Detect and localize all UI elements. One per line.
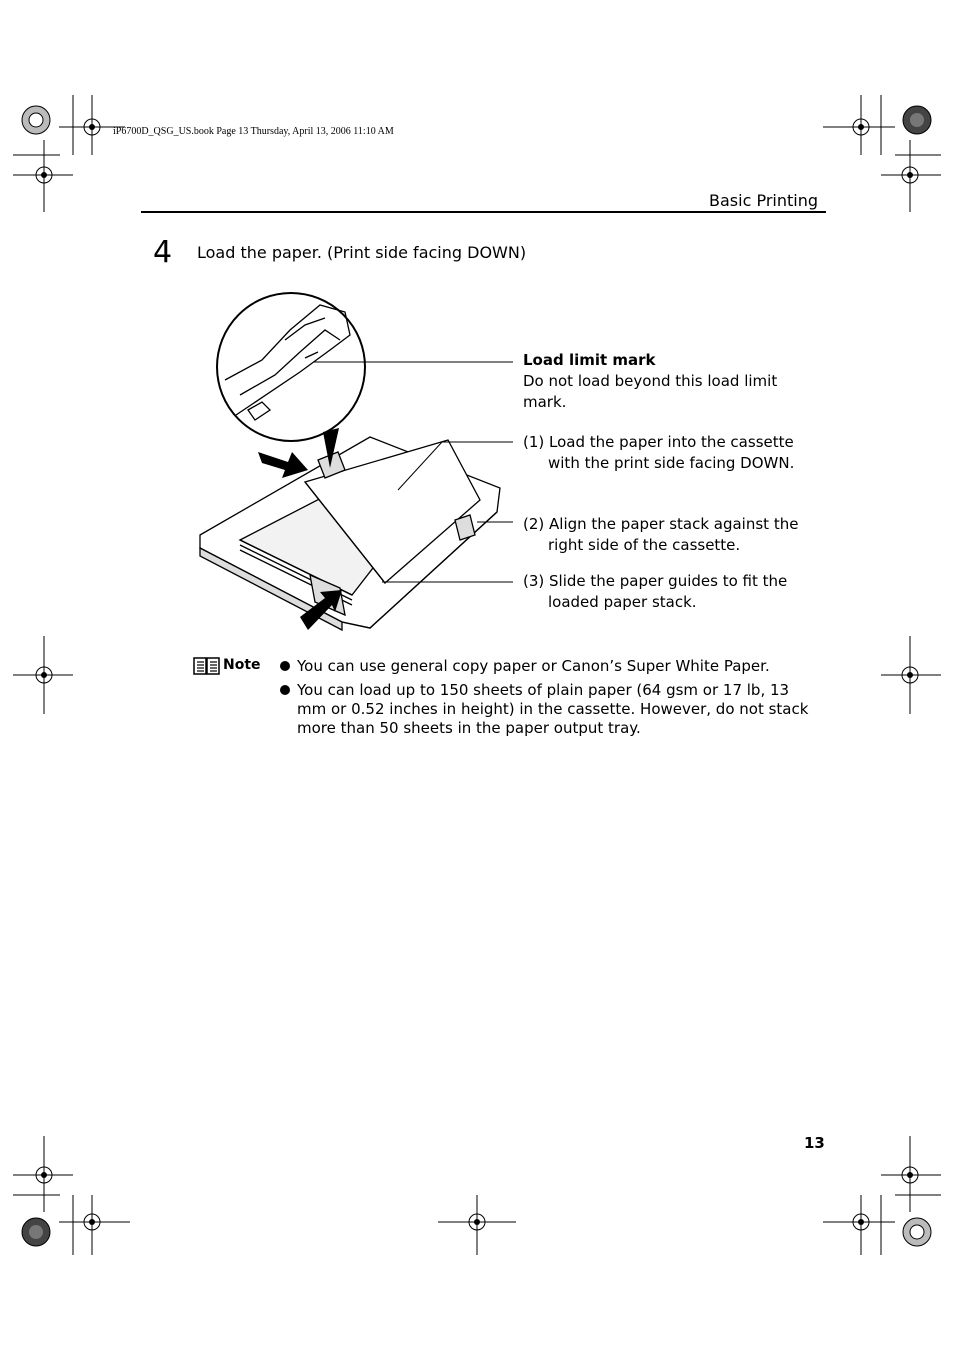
note-bullet-list: [280, 657, 820, 743]
book-info: iP6700D_QSG_US.book Page 13 Thursday, April 13, 2006 11:10 AM: [113, 126, 394, 137]
callout-item-2-text: (2) Align the paper stack against the right side of the cassette.: [523, 515, 799, 554]
load-limit-text: Do not load beyond this load limit mark.: [523, 372, 778, 411]
callout-item-1: [523, 432, 813, 474]
note-bullet: You can use general copy paper or Canon’s Super White Paper.: [280, 657, 820, 676]
load-limit-title: Load limit mark: [523, 351, 656, 369]
callout-item-2: [523, 514, 813, 556]
step-number: 4: [153, 235, 173, 270]
page-number: 13: [804, 1134, 825, 1152]
note-label: Note: [223, 657, 261, 673]
callout-item-3: [523, 571, 813, 613]
note-book-icon: [193, 656, 221, 676]
load-limit-callout: [523, 350, 793, 413]
push-arrow-top: [258, 452, 308, 478]
callout-item-3-text: (3) Slide the paper guides to fit the loaded paper stack.: [523, 572, 788, 611]
zoom-circle: [217, 293, 365, 441]
step-title: Load the paper. (Print side facing DOWN): [197, 243, 527, 262]
section-title: Basic Printing: [709, 191, 818, 210]
note-bullet: You can load up to 150 sheets of plain paper (64 gsm or 17 lb, 13 mm or 0.52 inches in height) in the cassette. However, do not stack more than 50 sheets in the paper output tray.: [280, 681, 820, 738]
callout-item-1-text: (1) Load the paper into the cassette with the print side facing DOWN.: [523, 433, 795, 472]
